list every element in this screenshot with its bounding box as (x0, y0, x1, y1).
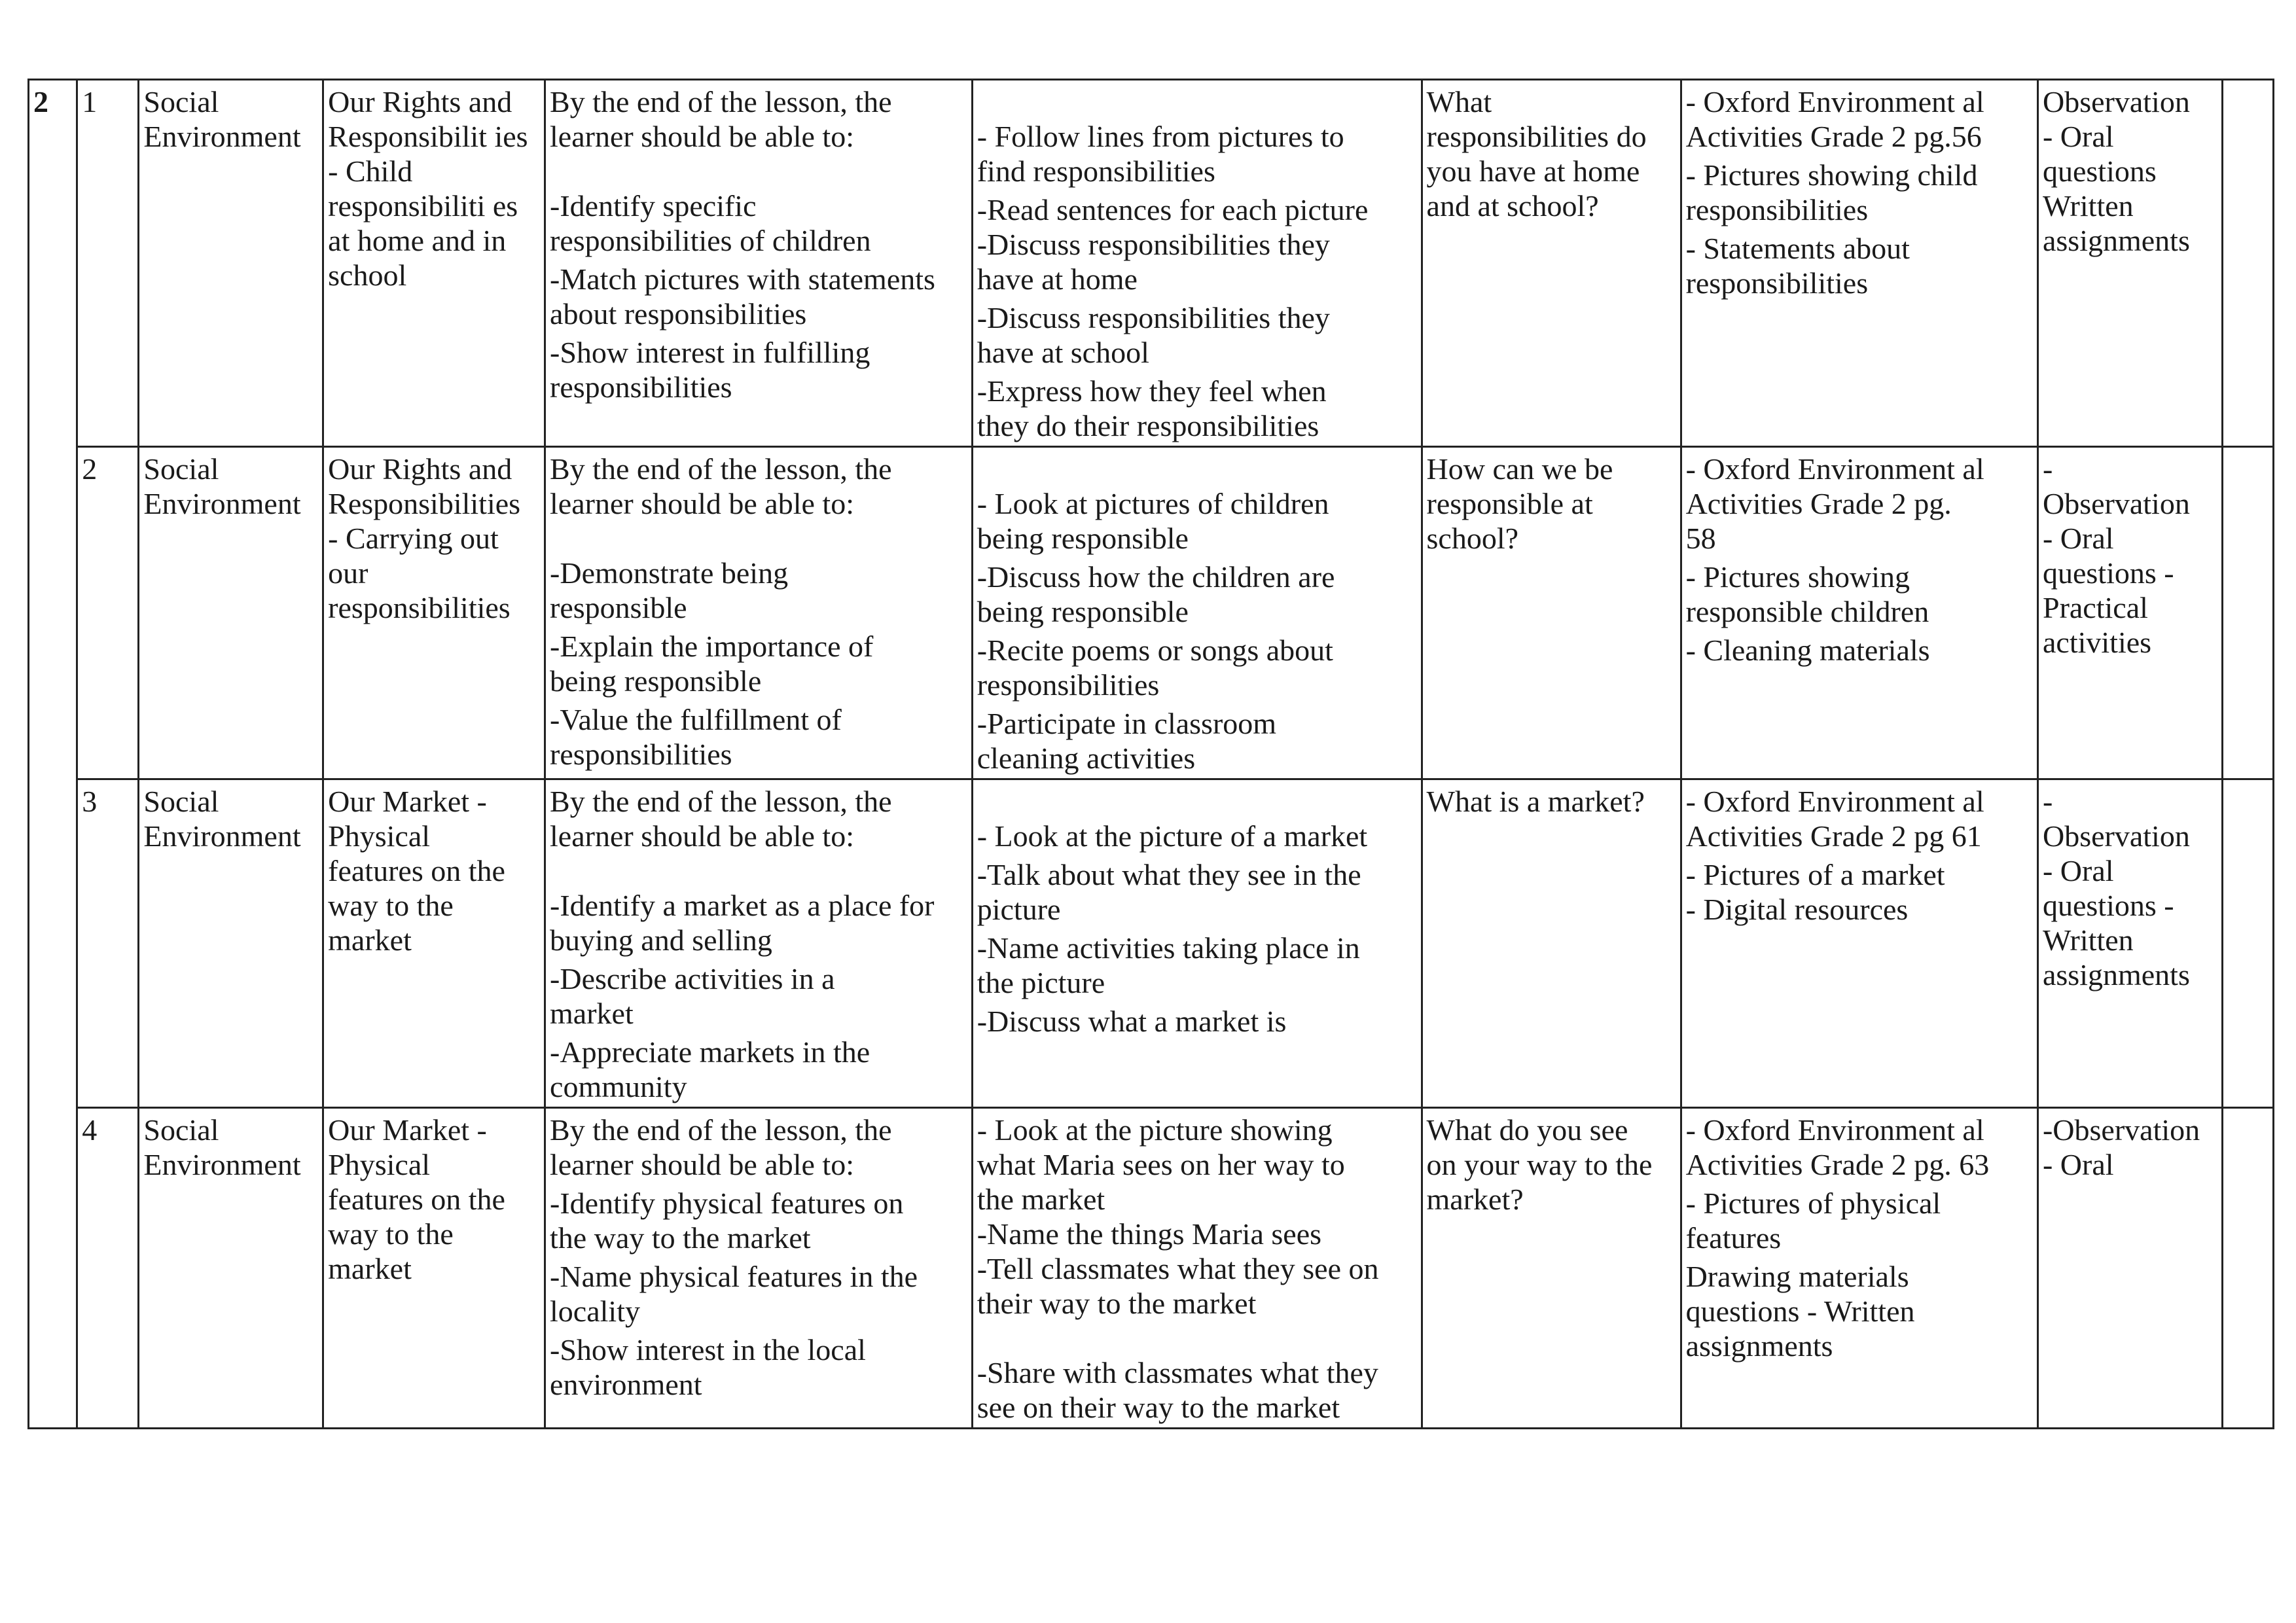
sub-strand-text: Our Rights and (328, 85, 512, 118)
sub-strand-text: way to the (328, 889, 454, 922)
experience-text: the picture (977, 966, 1105, 999)
outcome-text: about responsibilities (550, 297, 807, 330)
experience-text: -Discuss how the children are (977, 560, 1335, 594)
resources-cell (1681, 779, 2037, 1108)
key-inquiry-cell (1422, 1108, 1681, 1429)
outcome-text: community (550, 1070, 687, 1103)
assessment-text: - Oral (2042, 522, 2114, 555)
lesson-number: 3 (82, 785, 98, 818)
strand-cell (139, 447, 323, 779)
assessment-cell (2037, 80, 2222, 447)
outcome-text: learner should be able to: (550, 819, 854, 853)
lesson-number-cell (77, 779, 139, 1108)
experience-text: picture (977, 893, 1061, 926)
inquiry-text: and at school? (1426, 189, 1599, 223)
lesson-number: 1 (82, 85, 98, 118)
experience-text: -Read sentences for each picture (977, 193, 1369, 226)
outcome-text: -Demonstrate being (550, 556, 789, 590)
strand-text: Social (143, 85, 219, 118)
inquiry-text: responsibilities do (1426, 120, 1647, 153)
outcome-text: -Identify a market as a place for (550, 889, 935, 922)
assessment-text: Observation (2042, 819, 2190, 853)
outcome-text: -Value the fulfillment of (550, 703, 842, 736)
experience-text: being responsible (977, 522, 1189, 555)
resources-cell (1681, 447, 2037, 779)
remarks-cell (2222, 1108, 2273, 1429)
assessment-text: Observation (2042, 487, 2190, 520)
resource-text: - Oxford Environment al (1685, 452, 1984, 486)
outcome-text: learner should be able to: (550, 487, 854, 520)
sub-strand-text: Our Market - (328, 1113, 487, 1147)
experience-text: their way to the market (977, 1287, 1257, 1320)
strand-text: Environment (143, 487, 301, 520)
learning-experiences-cell (972, 80, 1422, 447)
outcome-text: By the end of the lesson, the (550, 1113, 892, 1147)
strand-text: Environment (143, 120, 301, 153)
experience-text: -Discuss what a market is (977, 1005, 1287, 1038)
strand-cell (139, 779, 323, 1108)
sub-strand-text: way to the (328, 1217, 454, 1251)
experience-text: -Express how they feel when (977, 374, 1327, 408)
assessment-text: questions - (2042, 889, 2174, 922)
week-number: 2 (33, 85, 48, 118)
assessment-text: questions (2042, 154, 2157, 188)
learning-experiences-cell (972, 779, 1422, 1108)
sub-strand-text: market (328, 923, 412, 957)
sub-strand-text: responsibilities (328, 591, 511, 624)
strand-text: Social (143, 785, 219, 818)
resource-text: - Oxford Environment al (1685, 85, 1984, 118)
outcome-text: -Name physical features in the (550, 1260, 918, 1293)
outcome-text: responsibilities (550, 370, 732, 404)
experience-text: have at home (977, 262, 1138, 296)
outcome-text: By the end of the lesson, the (550, 452, 892, 486)
lesson-number-cell (77, 1108, 139, 1429)
experience-text: - Follow lines from pictures to (977, 120, 1344, 153)
lesson-number-cell (77, 80, 139, 447)
outcome-text: responsible (550, 591, 687, 624)
experience-text: what Maria sees on her way to (977, 1148, 1345, 1181)
resource-text: - Digital resources (1685, 893, 1909, 926)
resources-cell (1681, 1108, 2037, 1429)
assessment-text: assignments (2042, 958, 2190, 991)
assessment-text: Written (2042, 189, 2134, 223)
sub-strand-text: our (328, 556, 368, 590)
lesson-number: 2 (82, 452, 98, 486)
outcome-text: By the end of the lesson, the (550, 785, 892, 818)
outcome-text: learner should be able to: (550, 120, 854, 153)
assessment-text: Observation (2042, 85, 2190, 118)
experience-text: cleaning activities (977, 741, 1196, 775)
sub-strand-cell (323, 779, 545, 1108)
sub-strand-text: features on the (328, 854, 505, 887)
remarks-cell (2222, 779, 2273, 1108)
assessment-text: - Oral (2042, 120, 2114, 153)
resource-text: - Pictures showing (1685, 560, 1910, 594)
learning-outcomes-cell (545, 447, 973, 779)
assessment-text: - (2042, 785, 2053, 818)
sub-strand-cell (323, 447, 545, 779)
remarks-cell (2222, 447, 2273, 779)
strand-text: Environment (143, 1148, 301, 1181)
resource-text: responsibilities (1685, 266, 1869, 300)
outcome-text: By the end of the lesson, the (550, 85, 892, 118)
learning-experiences-cell (972, 1108, 1422, 1429)
assessment-text: Written (2042, 923, 2134, 957)
experience-text: see on their way to the market (977, 1391, 1340, 1424)
inquiry-text: school? (1426, 522, 1519, 555)
resource-text: Activities Grade 2 pg. (1685, 487, 1952, 520)
outcome-text: -Show interest in fulfilling (550, 336, 870, 369)
resource-text: responsibilities (1685, 193, 1869, 226)
resource-text: - Pictures of physical (1685, 1186, 1941, 1220)
outcome-text: -Identify physical features on (550, 1186, 904, 1220)
inquiry-text: How can we be (1426, 452, 1613, 486)
resource-text: Activities Grade 2 pg 61 (1685, 819, 1982, 853)
sub-strand-text: - Carrying out (328, 522, 499, 555)
resource-text: - Oxford Environment al (1685, 785, 1984, 818)
outcome-text: market (550, 997, 634, 1030)
outcome-text: environment (550, 1368, 702, 1401)
outcome-text: the way to the market (550, 1221, 811, 1255)
resource-text: responsible children (1685, 595, 1929, 628)
inquiry-text: market? (1426, 1183, 1524, 1216)
assessment-cell (2037, 447, 2222, 779)
experience-text: -Discuss responsibilities they (977, 228, 1330, 261)
week-number-cell (29, 80, 77, 1429)
assessment-text: assignments (2042, 224, 2190, 257)
assessment-text: - Oral (2042, 1148, 2114, 1181)
inquiry-text: What is a market? (1426, 785, 1645, 818)
inquiry-text: on your way to the (1426, 1148, 1653, 1181)
outcome-text: learner should be able to: (550, 1148, 854, 1181)
assessment-cell (2037, 1108, 2222, 1429)
learning-outcomes-cell (545, 779, 973, 1108)
learning-experiences-cell (972, 447, 1422, 779)
resource-text: Activities Grade 2 pg.56 (1685, 120, 1982, 153)
experience-text: -Discuss responsibilities they (977, 301, 1330, 334)
experience-text: have at school (977, 336, 1149, 369)
sub-strand-text: Our Rights and (328, 452, 512, 486)
strand-text: Social (143, 1113, 219, 1147)
sub-strand-text: features on the (328, 1183, 505, 1216)
outcome-text: being responsible (550, 664, 762, 698)
sub-strand-text: Responsibilities (328, 487, 521, 520)
resource-text: - Cleaning materials (1685, 633, 1930, 667)
outcome-text: -Explain the importance of (550, 630, 874, 663)
resource-text: questions - Written (1685, 1294, 1915, 1328)
key-inquiry-cell (1422, 80, 1681, 447)
inquiry-text: What do you see (1426, 1113, 1628, 1147)
sub-strand-text: Responsibilit ies (328, 120, 528, 153)
assessment-text: - Oral (2042, 854, 2114, 887)
outcome-text: -Appreciate markets in the (550, 1035, 870, 1069)
strand-text: Environment (143, 819, 301, 853)
resource-text: 58 (1685, 522, 1716, 555)
sub-strand-text: Our Market - (328, 785, 487, 818)
experience-text: the market (977, 1183, 1105, 1216)
table-row (29, 447, 2274, 779)
assessment-text: - (2042, 452, 2053, 486)
key-inquiry-cell (1422, 779, 1681, 1108)
experience-text: - Look at the picture showing (977, 1113, 1333, 1147)
resource-text: - Oxford Environment al (1685, 1113, 1984, 1147)
sub-strand-cell (323, 1108, 545, 1429)
remarks-cell (2222, 80, 2273, 447)
outcome-text: responsibilities (550, 738, 732, 771)
assessment-text: activities (2042, 626, 2152, 659)
resource-text: - Pictures of a market (1685, 858, 1945, 891)
experience-text: -Share with classmates what they (977, 1356, 1378, 1389)
experience-text: -Participate in classroom (977, 707, 1277, 740)
lesson-number-cell (77, 447, 139, 779)
experience-text: -Tell classmates what they see on (977, 1252, 1379, 1285)
outcome-text: locality (550, 1294, 640, 1328)
experience-text: -Name the things Maria sees (977, 1217, 1322, 1251)
table-row (29, 80, 2274, 447)
assessment-cell (2037, 779, 2222, 1108)
experience-text: - Look at the picture of a market (977, 819, 1368, 853)
sub-strand-cell (323, 80, 545, 447)
learning-outcomes-cell (545, 80, 973, 447)
strand-cell (139, 80, 323, 447)
resource-text: features (1685, 1221, 1782, 1255)
outcome-text: -Show interest in the local (550, 1333, 866, 1366)
resource-text: assignments (1685, 1329, 1833, 1363)
resources-cell (1681, 80, 2037, 447)
outcome-text: responsibilities of children (550, 224, 871, 257)
sub-strand-text: at home and in (328, 224, 507, 257)
learning-outcomes-cell (545, 1108, 973, 1429)
sub-strand-text: Physical (328, 819, 431, 853)
assessment-text: questions - (2042, 556, 2174, 590)
outcome-text: -Describe activities in a (550, 962, 835, 995)
key-inquiry-cell (1422, 447, 1681, 779)
sub-strand-text: responsibiliti es (328, 189, 518, 223)
inquiry-text: What (1426, 85, 1492, 118)
experience-text: -Name activities taking place in (977, 931, 1360, 965)
resource-text: - Pictures showing child (1685, 158, 1978, 192)
sub-strand-text: - Child (328, 154, 413, 188)
outcome-text: buying and selling (550, 923, 772, 957)
strand-text: Social (143, 452, 219, 486)
experience-text: - Look at pictures of children (977, 487, 1329, 520)
assessment-text: Practical (2042, 591, 2148, 624)
experience-text: find responsibilities (977, 154, 1215, 188)
resource-text: Activities Grade 2 pg. 63 (1685, 1148, 1990, 1181)
outcome-text: -Match pictures with statements (550, 262, 935, 296)
inquiry-text: you have at home (1426, 154, 1640, 188)
lesson-number: 4 (82, 1113, 98, 1147)
experience-text: being responsible (977, 595, 1189, 628)
experience-text: they do their responsibilities (977, 409, 1319, 442)
experience-text: -Talk about what they see in the (977, 858, 1361, 891)
sub-strand-text: market (328, 1252, 412, 1285)
resource-text: Drawing materials (1685, 1260, 1909, 1293)
sub-strand-text: school (328, 259, 407, 292)
table-row (29, 779, 2274, 1108)
experience-text: -Recite poems or songs about (977, 633, 1333, 667)
inquiry-text: responsible at (1426, 487, 1593, 520)
scheme-of-work-table (27, 79, 2274, 1429)
outcome-text: -Identify specific (550, 189, 757, 223)
experience-text: responsibilities (977, 668, 1160, 702)
strand-cell (139, 1108, 323, 1429)
resource-text: - Statements about (1685, 232, 1910, 265)
assessment-text: -Observation (2042, 1113, 2200, 1147)
sub-strand-text: Physical (328, 1148, 431, 1181)
table-row (29, 1108, 2274, 1429)
